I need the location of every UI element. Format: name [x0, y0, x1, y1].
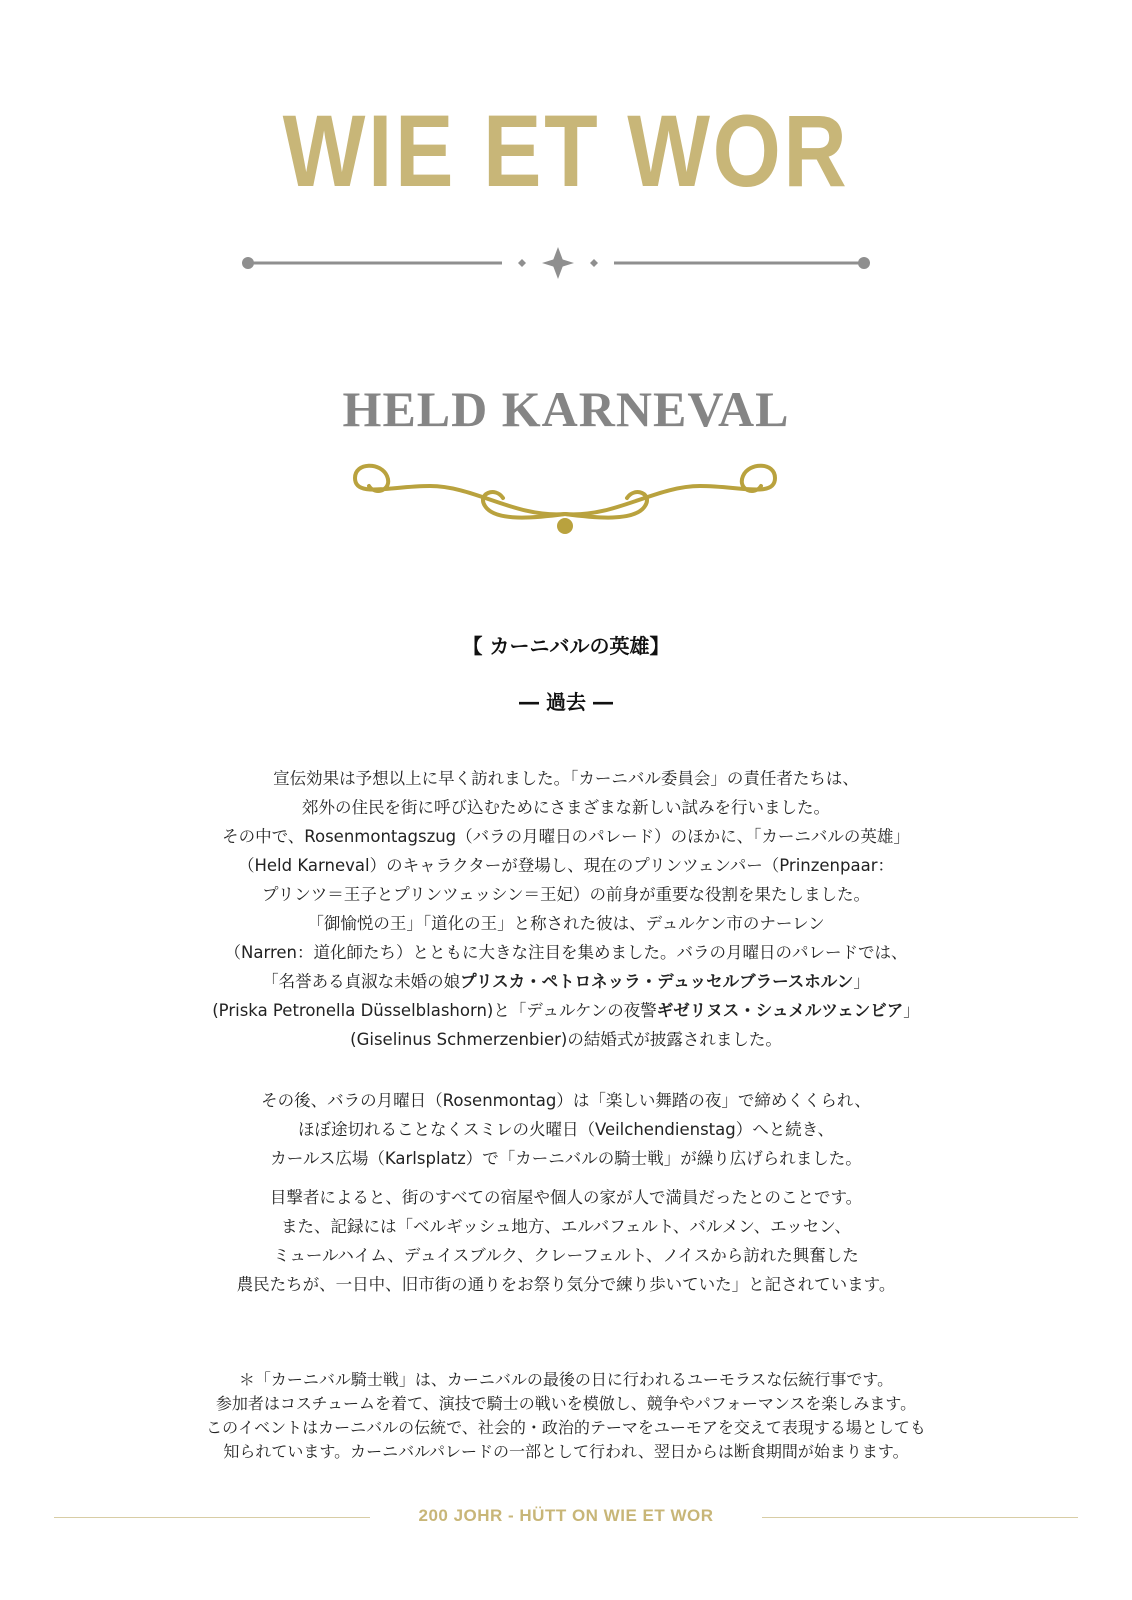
paragraph-1-line-3: その中で、Rosenmontagszug（バラの月曜日のパレード）のほかに、「カーニバルの英雄」: [222, 827, 910, 846]
paragraph-3-line-1: 目撃者によると、街のすべての宿屋や個人の家が人で満員だったとのことです。: [269, 1188, 863, 1207]
paragraph-2-line-2: ほぼ途切れることなくスミレの火曜日（Veilchendienstag）へと続き、: [297, 1120, 835, 1139]
line-9-start: (Priska Petronella Düsselblashorn)と「デュルケンの夜警: [212, 1001, 657, 1020]
footnote-line-4: 知られています。カーニバルパレードの一部として行われ、翌日からは断食期間が始まります。: [223, 1442, 909, 1461]
paragraph-3: [100, 1183, 1032, 1299]
paragraph-2: [100, 1086, 1032, 1173]
ornament-divider: [240, 244, 880, 284]
footnote-line-2: 参加者はコスチュームを着て、演技で騎士の戦いを模倣し、競争やパフォーマンスを楽しみます。: [215, 1394, 917, 1413]
paragraph-1-line-1: 宣伝効果は予想以上に早く訪れました。「カーニバル委員会」の責任者たちは、: [273, 769, 859, 788]
paragraph-2-line-3: カールス広場（Karlsplatz）で「カーニバルの騎士戦」が繰り広げられました。: [270, 1149, 862, 1168]
brand-title: WIE ET WOR: [282, 94, 850, 208]
paragraph-1-line-4: （Held Karneval）のキャラクターが登場し、現在のプリンツェンパー（Prinzenpaar：: [238, 856, 894, 875]
name-priska-jp: プリスカ・ペトロネッラ・デュッセルブラースホルン: [460, 972, 854, 991]
footnote-line-1: ＊「カーニバル騎士戦」は、カーニバルの最後の日に行われるユーモラスな伝統行事です。: [238, 1370, 894, 1389]
line-9-end: 」: [903, 1001, 920, 1020]
paragraph-1: [100, 764, 1032, 1054]
flourish-ornament: [335, 456, 795, 546]
jp-title: 【 カーニバルの英雄】: [462, 634, 670, 658]
paragraph-1-line-7: （Narren：道化師たち）とともに大きな注目を集めました。バラの月曜日のパレードでは、: [224, 943, 908, 962]
footer-text: 200 JOHR - HÜTT ON WIE ET WOR: [418, 1506, 714, 1525]
paragraph-3-line-2: また、記録には「ベルギッシュ地方、エルバフェルト、バルメン、エッセン、: [281, 1217, 851, 1236]
paragraph-1-line-9: [100, 996, 1032, 1025]
line-8-start: 「名誉ある貞淑な未婚の娘: [262, 972, 461, 991]
footer-rule-right: [762, 1517, 1078, 1518]
footer-rule-left: [54, 1517, 370, 1518]
paragraph-1-line-2: 郊外の住民を街に呼び込むためにさまざまな新しい試みを行いました。: [302, 798, 830, 817]
name-giselinus-jp: ギゼリヌス・シュメルツェンビア: [656, 1001, 904, 1020]
jp-subtitle: ― 過去 ―: [519, 690, 613, 714]
paragraph-1-line-5: プリンツ＝王子とプリンツェッシン＝王妃）の前身が重要な役割を果たしました。: [261, 885, 871, 904]
line-8-end: 」: [853, 972, 870, 991]
paragraph-2-line-1: その後、バラの月曜日（Rosenmontag）は「楽しい舞踏の夜」で締めくくられ、: [261, 1091, 871, 1110]
section-title: HELD KARNEVAL: [342, 381, 790, 437]
paragraph-3-line-3: ミュールハイム、デュイスブルク、クレーフェルト、ノイスから訪れた興奮した: [273, 1246, 859, 1265]
paragraph-1-line-10: (Giselinus Schmerzenbier)の結婚式が披露されました。: [350, 1030, 782, 1049]
paragraph-3-line-4: 農民たちが、一日中、旧市街の通りをお祭り気分で練り歩いていた」と記されています。: [236, 1275, 896, 1294]
footnote: [100, 1368, 1032, 1464]
page-footer: [54, 1506, 1078, 1530]
paragraph-1-line-8: [100, 967, 1032, 996]
paragraph-1-line-6: 「御愉悦の王」「道化の王」と称された彼は、デュルケン市のナーレン: [307, 914, 825, 933]
footnote-line-3: このイベントはカーニバルの伝統で、社会的・政治的テーマをユーモアを交えて表現する場としても: [206, 1418, 926, 1437]
